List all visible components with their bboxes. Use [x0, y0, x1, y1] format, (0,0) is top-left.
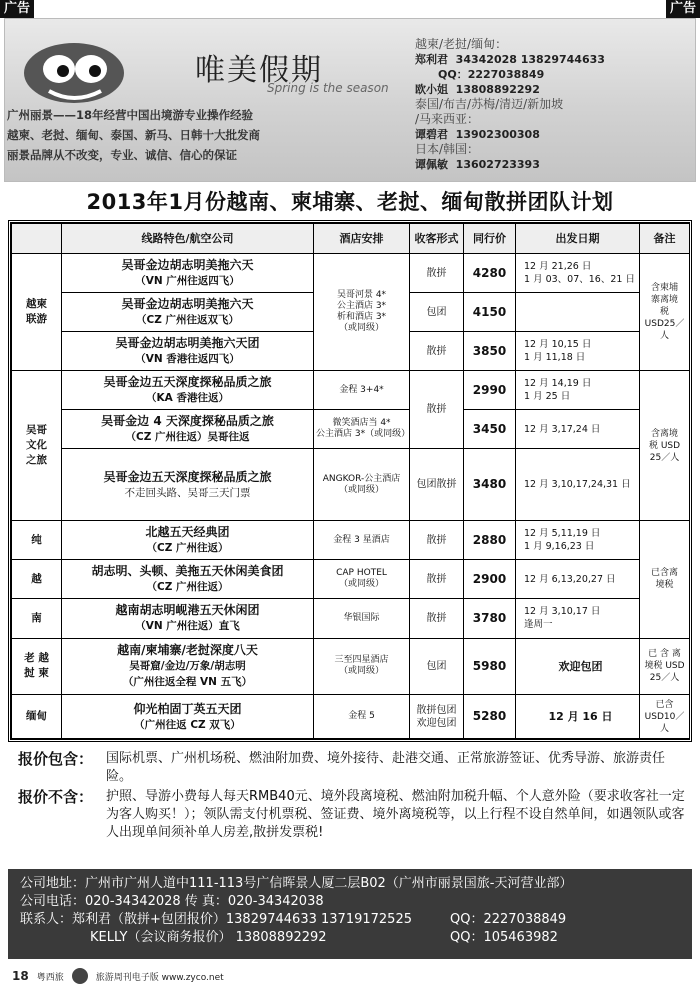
route-cell: 吴哥金边胡志明美拖六天团 （VN 香港往返四飞） — [62, 332, 314, 371]
tour-plan-table — [8, 220, 692, 742]
price-cell: 3850 — [464, 332, 516, 371]
qq-value: 2227038849 — [467, 68, 545, 81]
dates-cell: 12 月 3,10,17,24,31 日 — [516, 449, 640, 521]
table-row — [12, 638, 690, 695]
qq-label: QQ： — [437, 68, 468, 81]
form-cell: 散拼 — [410, 254, 464, 293]
table-row — [12, 371, 690, 410]
form-cell: 包团 — [410, 638, 464, 695]
page-title: 2013年1月份越南、柬埔寨、老挝、缅甸散拼团队计划 — [86, 190, 614, 214]
include-row — [18, 750, 690, 786]
contact-person-1: 联系人：郑利君（散拼+包团报价）13829744633 13719172525 — [20, 912, 412, 927]
dest-2: 泰国/布吉/苏梅/清迈/新加坡 — [415, 97, 564, 111]
route-cell: 吴哥金边 4 天深度探秘品质之旅 （CZ 广州往返）吴哥往返 — [62, 410, 314, 449]
dates-cell: 12 月 6,13,20,27 日 — [516, 560, 640, 599]
price-cell: 3450 — [464, 410, 516, 449]
contact-1-phones: 34342028 13829744633 — [455, 53, 605, 66]
price-cell: 2880 — [464, 521, 516, 560]
region-vc: 越柬 联游 — [12, 254, 62, 371]
table-row — [12, 560, 690, 599]
route-cell: 吴哥金边胡志明美拖六天 （VN 广州往返四飞） — [62, 254, 314, 293]
contact-qq-1: QQ：2227038849 — [450, 912, 567, 927]
contact-person-2: KELLY（会议商务报价） 13808892292 — [90, 930, 327, 945]
exclude-text: 护照、导游小费每人每天RMB40元、境外段离境税、燃油附加税升幅、个人意外险（要求收客社一定为客人购买！）；领队需支付机票税、签证费、境外离境税等，以上行程不设自然单间，如遇领队或客人出现单间须补单人房差,散拼发票税! — [106, 789, 685, 840]
contact-4-phone: 13602723393 — [455, 158, 540, 171]
table-row — [12, 521, 690, 560]
hotel-cell: CAP HOTEL （或同级） — [314, 560, 410, 599]
price-cell: 5280 — [464, 695, 516, 739]
contact-4-name: 谭佩敏 — [415, 158, 448, 171]
table-row — [12, 254, 690, 293]
header-region — [12, 224, 62, 254]
banner-contacts — [415, 37, 695, 172]
advert-banner — [4, 18, 696, 182]
hotel-cell: ANGKOR-公主酒店 （或同级） — [314, 449, 410, 521]
contact-2-phone: 13808892292 — [455, 83, 540, 96]
region-pure-1: 纯 — [12, 521, 62, 560]
dates-cell: 欢迎包团 — [516, 638, 640, 695]
hotel-cell: 华银国际 — [314, 599, 410, 638]
table-row — [12, 599, 690, 638]
region-pure-2: 越 — [12, 560, 62, 599]
hotel-cell: 三至四星酒店 （或同级） — [314, 638, 410, 695]
publication-name: 粤西旅 — [36, 972, 64, 983]
form-cell: 散拼 — [410, 521, 464, 560]
slogan-3: 丽景品牌从不改变，专业、诚信、信心的保证 — [7, 148, 237, 162]
dates-cell: 12 月 16 日 — [516, 695, 640, 739]
route-cell: 吴哥金边五天深度探秘品质之旅 （KA 香港往返） — [62, 371, 314, 410]
dates-cell: 12 月 14,19 日 1 月 25 日 — [516, 371, 640, 410]
hotel-cell: 吴哥河景 4* 公主酒店 3* 析和酒店 3* （或同级） — [314, 254, 410, 371]
header-price: 同行价 — [464, 224, 516, 254]
region-mm: 缅甸 — [12, 695, 62, 739]
price-cell: 4150 — [464, 293, 516, 332]
page-footer — [12, 966, 692, 986]
note-cell: 已含 USD10／ 人 — [640, 695, 690, 739]
form-cell: 包团散拼 — [410, 449, 464, 521]
dates-cell: 12 月 3,17,24 日 — [516, 410, 640, 449]
header-note: 备注 — [640, 224, 690, 254]
form-cell: 散拼 — [410, 371, 464, 449]
region-wg: 吴哥 文化 之旅 — [12, 371, 62, 521]
slogan-1: 广州丽景——18年经营中国出境游专业操作经验 — [7, 108, 254, 122]
brand-name: 唯美假期 — [195, 53, 323, 88]
price-cell: 5980 — [464, 638, 516, 695]
dest-2b: /马来西亚： — [415, 112, 480, 126]
contact-2-name: 欧小姐 — [415, 83, 448, 96]
brand-script: Spring is the season — [267, 81, 389, 95]
table-row — [12, 410, 690, 449]
header-route: 线路特色/航空公司 — [62, 224, 314, 254]
contact-box — [8, 869, 692, 959]
include-label: 报价包含： — [18, 750, 94, 768]
mascot-face-icon — [19, 33, 129, 107]
dates-cell: 12 月 21,26 日 1 月 03、07、16、21 日 — [516, 254, 640, 293]
table-header-row — [12, 224, 690, 254]
page-number: 18 — [12, 969, 29, 983]
note-cell: 含柬埔 寨离境 税 USD25／ 人 — [640, 254, 690, 371]
header-form: 收客形式 — [410, 224, 464, 254]
form-cell: 散拼 — [410, 599, 464, 638]
price-cell: 2990 — [464, 371, 516, 410]
form-cell: 散拼 — [410, 560, 464, 599]
header-hotel: 酒店安排 — [314, 224, 410, 254]
dest-3: 日本/韩国： — [415, 142, 480, 156]
route-cell: 仰光柏固丁英五天团 （广州往返 CZ 双飞） — [62, 695, 314, 739]
region-lao: 老 越 挝 柬 — [12, 638, 62, 695]
price-cell: 3780 — [464, 599, 516, 638]
ad-tag-left: 广告 — [0, 0, 34, 18]
route-cell: 吴哥金边五天深度探秘品质之旅 不走回头路、吴哥三天门票 — [62, 449, 314, 521]
route-cell: 吴哥金边胡志明美拖六天 （CZ 广州往返双飞） — [62, 293, 314, 332]
company-phone: 公司电话：020-34342028 传 真：020-34342038 — [20, 894, 324, 909]
table-row — [12, 695, 690, 739]
price-cell: 4280 — [464, 254, 516, 293]
hotel-cell: 微笑酒店当 4* 公主酒店 3*（或同级） — [314, 410, 410, 449]
table-row — [12, 449, 690, 521]
publication-site: 旅游周刊电子版 www.zyco.net — [95, 972, 224, 983]
price-terms — [18, 750, 690, 844]
company-address: 公司地址：广州市广州人道中111-113号广信晖景人厦二层B02（广州市丽景国旅-天河营业部） — [20, 876, 573, 891]
price-cell: 3480 — [464, 449, 516, 521]
contact-1-name: 郑利君 — [415, 53, 448, 66]
contact-3-phone: 13902300308 — [455, 128, 540, 141]
note-cell: 已含离 境税 — [640, 521, 690, 638]
route-cell: 胡志明、头顿、美拖五天休闲美食团 （CZ 广州往返） — [62, 560, 314, 599]
include-text: 国际机票、广州机场税、燃油附加费、境外接待、赴港交通、正常旅游签证、优秀导游、旅游责任险。 — [106, 751, 666, 784]
slogan-2: 越柬、老挝、缅甸、泰国、新马、日韩十大批发商 — [7, 128, 260, 142]
exclude-row — [18, 788, 690, 842]
hotel-cell: 金程 3+4* — [314, 371, 410, 410]
route-cell: 北越五天经典团 （CZ 广州往返） — [62, 521, 314, 560]
route-cell: 越南胡志明岘港五天休闲团 （VN 广州往返）直飞 — [62, 599, 314, 638]
hotel-cell: 金程 3 星酒店 — [314, 521, 410, 560]
form-cell: 散拼包团 欢迎包团 — [410, 695, 464, 739]
publication-logo-icon — [72, 968, 88, 984]
dates-cell: 12 月 5,11,19 日 1 月 9,16,23 日 — [516, 521, 640, 560]
price-cell: 2900 — [464, 560, 516, 599]
hotel-cell: 金程 5 — [314, 695, 410, 739]
dest-1: 越柬/老挝/缅甸： — [415, 37, 508, 51]
ad-tag-right: 广告 — [666, 0, 700, 18]
header-dates: 出发日期 — [516, 224, 640, 254]
dates-cell — [516, 293, 640, 332]
exclude-label: 报价不含： — [18, 788, 94, 806]
contact-qq-2: QQ：105463982 — [450, 930, 558, 945]
region-pure-3: 南 — [12, 599, 62, 638]
dates-cell: 12 月 3,10,17 日 逢周一 — [516, 599, 640, 638]
note-cell: 已 含 离 境税 USD 25／人 — [640, 638, 690, 695]
form-cell: 包团 — [410, 293, 464, 332]
dates-cell: 12 月 10,15 日 1 月 11,18 日 — [516, 332, 640, 371]
form-cell: 散拼 — [410, 332, 464, 371]
contact-3-name: 谭碧君 — [415, 128, 448, 141]
route-cell: 越南/柬埔寨/老挝深度八天 吴哥窟/金边/万象/胡志明 （广州往返全程 VN 五飞） — [62, 638, 314, 695]
note-cell: 含离境 税 USD 25／人 — [640, 371, 690, 521]
